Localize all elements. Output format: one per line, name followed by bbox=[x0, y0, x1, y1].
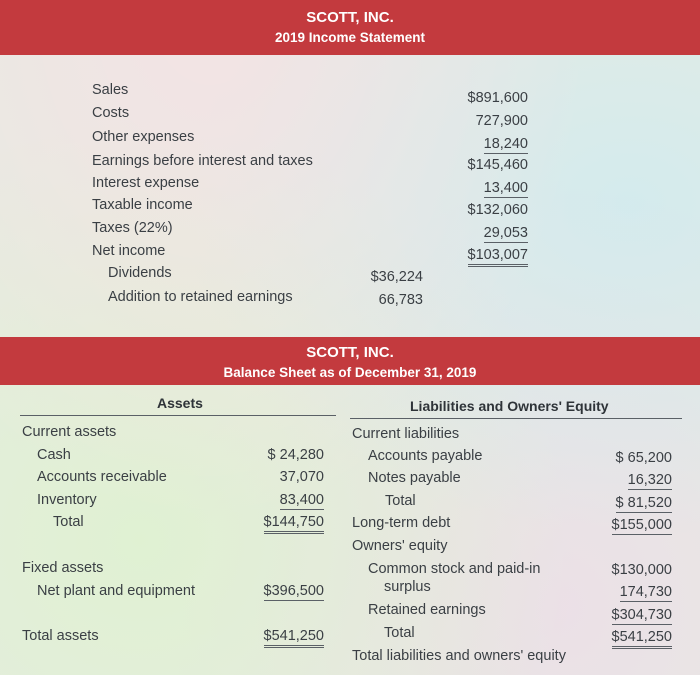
assets-row-label: Fixed assets bbox=[22, 560, 104, 576]
income-statement-title: 2019 Income Statement bbox=[274, 30, 426, 45]
rows-row-value: 29,053 bbox=[483, 225, 528, 241]
assets-row-value: $396,500 bbox=[263, 583, 324, 599]
liabilities-row-label: Long-term debt bbox=[352, 515, 451, 531]
rows-row-label: Earnings before interest and taxes bbox=[92, 153, 313, 169]
rows-row-label: Taxable income bbox=[92, 197, 193, 213]
rows-row-label: Dividends bbox=[108, 265, 172, 281]
assets-header-rule bbox=[20, 415, 336, 416]
liabilities-header-rule bbox=[350, 418, 682, 419]
rows-row-label: Net income bbox=[92, 243, 166, 259]
income-statement-header bbox=[0, 0, 700, 55]
liabilities-row-label: Accounts payable bbox=[368, 448, 483, 464]
balance-company-name: SCOTT, INC. bbox=[306, 344, 394, 361]
liabilities-row-label: Owners' equity bbox=[352, 538, 448, 554]
liabilities-row-value: 174,730 bbox=[619, 584, 672, 600]
liabilities-row-label: Common stock and paid-in bbox=[368, 561, 541, 577]
assets-row-label: Current assets bbox=[22, 424, 117, 440]
rows-row-value: 13,400 bbox=[483, 180, 528, 196]
rows-row-value: $145,460 bbox=[467, 157, 528, 173]
assets-row-value: $144,750 bbox=[264, 513, 324, 534]
rows-row-value: $103,007 bbox=[468, 246, 528, 267]
liabilities-row-label: Total bbox=[384, 625, 415, 641]
liabilities-row-value: $130,000 bbox=[611, 562, 672, 578]
rows-row-value: 66,783 bbox=[378, 292, 423, 308]
balance-sheet-title: Balance Sheet as of December 31, 2019 bbox=[223, 365, 477, 380]
liabilities-row-value: $ 81,520 bbox=[615, 495, 672, 511]
rows-row-label: Taxes (22%) bbox=[92, 220, 173, 236]
assets-row-value: $ 24,280 bbox=[267, 447, 324, 463]
rows-row-value: $132,060 bbox=[467, 202, 528, 218]
assets-row-label: Total bbox=[53, 514, 84, 530]
liabilities-row-label: Total bbox=[385, 493, 416, 509]
rows-row-value: 727,900 bbox=[475, 113, 528, 129]
liabilities-row-value: 16,320 bbox=[627, 472, 672, 488]
rows-row-value: $36,224 bbox=[370, 269, 423, 285]
assets-row-value: 37,070 bbox=[279, 469, 324, 485]
liabilities-row-label: Notes payable bbox=[368, 470, 461, 486]
assets-row-label: Inventory bbox=[37, 492, 97, 508]
liabilities-row-label: Total liabilities and owners' equity bbox=[352, 648, 566, 664]
rows-row-label: Sales bbox=[92, 82, 129, 98]
assets-row-value: 83,400 bbox=[279, 492, 324, 508]
assets-row-label: Total assets bbox=[22, 628, 99, 644]
assets-row-value: $541,250 bbox=[264, 627, 324, 648]
balance-sheet-header bbox=[0, 337, 700, 385]
income-company-name: SCOTT, INC. bbox=[306, 9, 394, 26]
rows-row-value: 18,240 bbox=[483, 136, 528, 152]
assets-row-label: Cash bbox=[37, 447, 71, 463]
liabilities-header: Liabilities and Owners' Equity bbox=[410, 398, 609, 414]
liabilities-row-value: $304,730 bbox=[611, 607, 672, 623]
rows-row-value: $891,600 bbox=[467, 90, 528, 106]
rows-row-label: Costs bbox=[92, 105, 130, 121]
assets-header: Assets bbox=[157, 395, 203, 411]
rows-row-label: Addition to retained earnings bbox=[108, 289, 293, 305]
assets-row-label: Accounts receivable bbox=[37, 469, 167, 485]
rows-row-label: Interest expense bbox=[92, 175, 200, 191]
rows-row-label: Other expenses bbox=[92, 129, 195, 145]
liabilities-row-label: Retained earnings bbox=[368, 602, 486, 618]
liabilities-row-value: $155,000 bbox=[611, 517, 672, 533]
liabilities-row-label: Current liabilities bbox=[352, 426, 460, 442]
assets-row-label: Net plant and equipment bbox=[37, 583, 195, 599]
liabilities-row-value: $541,250 bbox=[612, 628, 672, 649]
liabilities-row-label: surplus bbox=[384, 579, 431, 595]
liabilities-row-value: $ 65,200 bbox=[615, 450, 672, 466]
